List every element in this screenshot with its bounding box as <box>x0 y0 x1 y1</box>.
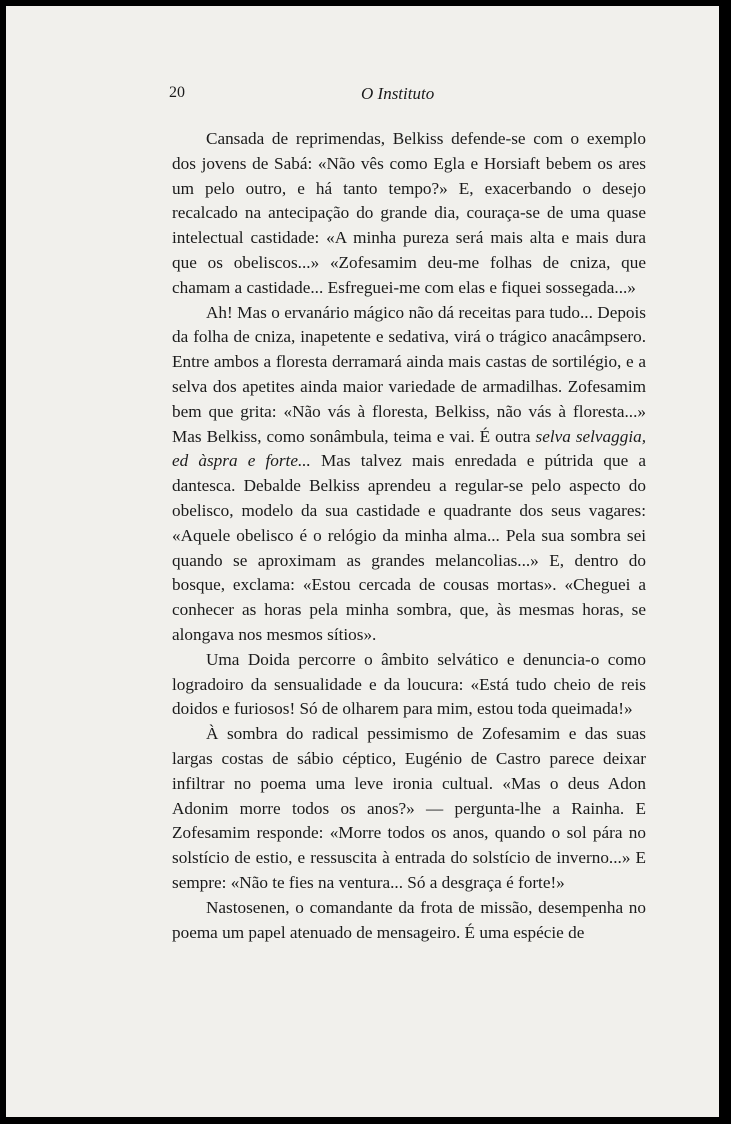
paragraph-text-continued: Mas talvez mais enredada e pútrida que a dantesca. Debalde Belkiss aprendeu a regular-se pelo aspecto do obelisco, modelo da sua castidade e quadrante dos seus vagares: «Aquele obelisco é o relógio da minha alma... Pela sua sombra sei quando se aproximam as grandes melancolias...» E, dentro do bosque, exclama: «Estou cercada de cousas mortas». «Cheguei a conhecer as horas pela minha sombra, que, às mesmas horas, se alongava nos mesmos sítios». <box>172 451 646 644</box>
paragraph-text: À sombra do radical pessimismo de Zofesamim e das suas largas costas de sábio céptico, Eugénio de Castro parece deixar infiltrar no poema uma leve ironia cultual. «Mas o deus Adon Adonim morre todos os anos?» — pergunta-lhe a Rainha. E Zofesamim responde: «Morre todos os anos, quando o sol pára no solstício de estio, e ressuscita à entrada do solstício de inverno...» E sempre: «Não te fies na ventura... Só a desgraça é forte!» <box>172 724 646 892</box>
book-page <box>6 6 719 1117</box>
body-text <box>172 127 646 945</box>
paragraph-text: Ah! Mas o ervanário mágico não dá receitas para tudo... Depois da folha de cniza, inapetente e sedativa, virá o trágico anacâmpsero. Entre ambos a floresta derramará ainda mais castas de sortilégio, e a selva dos apetites ainda maior variedade de armadilhas. Zofesamim bem que grita: «Não vás à floresta, Belkiss, não vás à floresta...» Mas Belkiss, como sonâmbula, teima e vai. É outra <box>172 302 646 446</box>
paragraph-2 <box>172 301 646 648</box>
italic-quote: selva selvaggia, ed àspra e forte... <box>172 426 646 471</box>
paragraph-3 <box>172 648 646 722</box>
page-header <box>6 84 719 106</box>
page-number: 20 <box>169 84 185 101</box>
paragraph-text: Cansada de reprimendas, Belkiss defende-se com o exemplo dos jovens de Sabá: «Não vês como Egla e Horsiaft bebem os ares um pelo outro, e há tanto tempo?» E, exacerbando o desejo recalcado na antecipação do grande dia, couraça-se de uma quase intelectual castidade: «A minha pureza será mais alta e mais dura que os obeliscos...» «Zofesamim deu-me folhas de cniza, que chamam a castidade... Esfreguei-me com elas e fiquei sossegada...» <box>172 129 646 297</box>
paragraph-5 <box>172 896 646 946</box>
paragraph-text: Nastosenen, o comandante da frota de missão, desempenha no poema um papel atenuado de mensageiro. É uma espécie de <box>172 897 646 942</box>
paragraph-text: Uma Doida percorre o âmbito selvático e denuncia-o como logradoiro da sensualidade e da loucura: «Está tudo cheio de reis doidos e furiosos! Só de olharem para mim, estou toda queimada!» <box>172 649 646 719</box>
paragraph-4 <box>172 722 646 896</box>
running-title: O Instituto <box>361 84 435 103</box>
paragraph-1 <box>172 127 646 301</box>
